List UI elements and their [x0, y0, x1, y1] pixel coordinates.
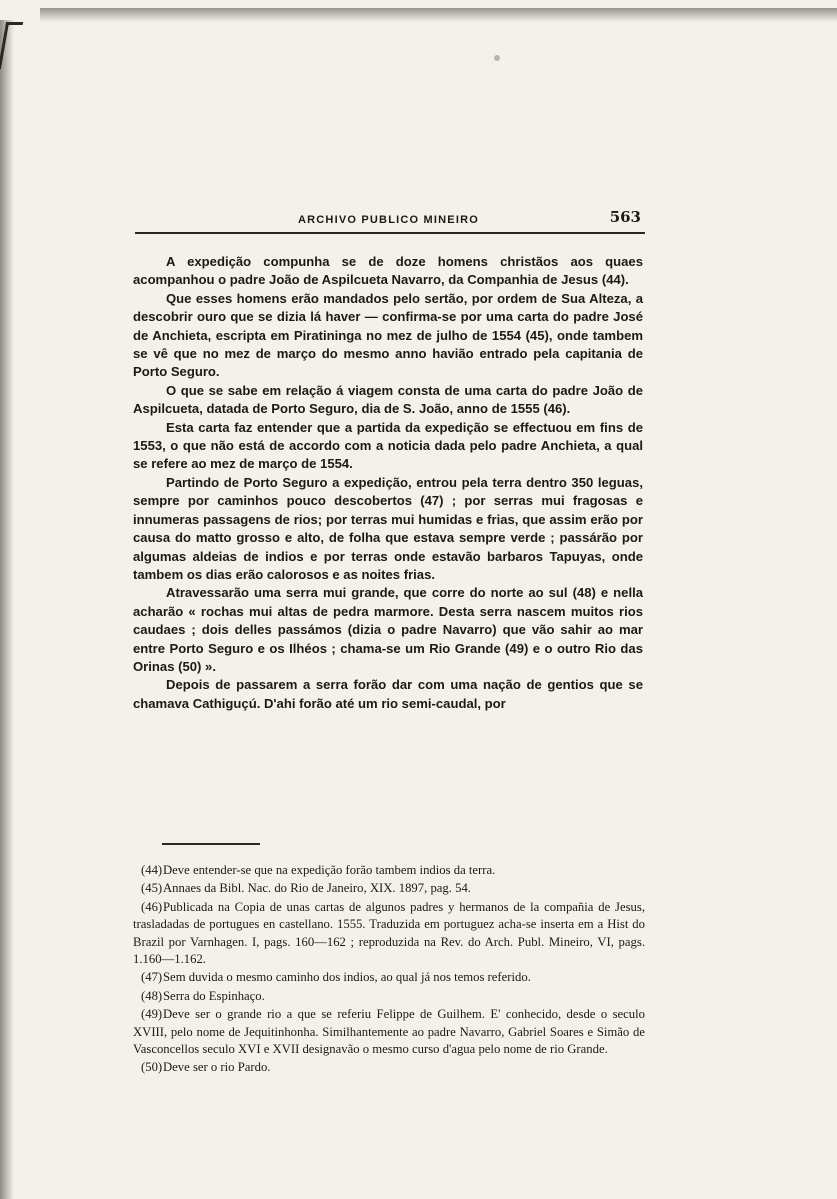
footnote-rule	[162, 843, 260, 845]
paragraph: A expedição compunha se de doze homens christãos aos quaes acompanhou o padre João de Aspilcueta Navarro, da Companhia de Jesus (44).	[133, 254, 643, 288]
footnotes	[133, 862, 645, 1078]
footnote-number: (50)	[141, 1060, 163, 1075]
body-text	[133, 253, 643, 713]
paragraph: O que se sabe em relação á viagem consta de uma carta do padre João de Aspilcueta, datada de Porto Seguro, dia de S. João, anno de 1555 (46).	[133, 382, 643, 417]
paragraph: Esta carta faz entender que a partida da expedição se effectuou em fins de 1553, o que não está de accordo com a noticia dada pelo padre Anchieta, a qual se refere ao mez de março de 1554.	[133, 419, 643, 472]
paragraph: Depois de passarem a serra forão dar com uma nação de gentios que se chamava Cathiguçú. D'ahi forão até um rio semi-caudal, por	[133, 677, 643, 711]
footnote	[133, 969, 645, 986]
paragraph: Que esses homens erão mandados pelo sertão, por ordem de Sua Alteza, a descobrir ouro que se dizia lá haver — confirma-se por uma carta do padre José de Anchieta, escripta em Piratininga no mez de julho de 1554 (45), onde tambem se vê que no mez de março do mesmo anno havião entrado pela capitania de Porto Seguro.	[133, 290, 643, 380]
scan-edge-left	[0, 20, 14, 1199]
footnote	[133, 880, 645, 897]
footnote	[133, 1059, 645, 1076]
running-head: ARCHIVO PUBLICO MINEIRO	[298, 214, 479, 226]
page-header	[135, 208, 645, 234]
footnote-number: (44)	[141, 863, 163, 877]
footnote	[133, 988, 645, 1005]
footnote-number: (45)	[141, 881, 163, 896]
footnote-text: Annaes da Bibl. Nac. do Rio de Janeiro, XIX. 1897, pag. 54.	[163, 881, 471, 896]
paragraph: Atravessarão uma serra mui grande, que corre do norte ao sul (48) e nella acharão « rochas mui altas de pedra marmore. Desta serra nascem muitos rios caudaes ; dois delles passámos (dizia o padre Navarro) que vão sahir ao mar entre Porto Seguro e os Ilhéos ; chama-se um Rio Grande (49) e o outro Rio das Orinas (50) ».	[133, 585, 643, 674]
scan-dot	[494, 55, 500, 61]
footnote	[133, 862, 645, 879]
footnote-number: (46)	[141, 899, 163, 914]
footnote-text: Publicada na Copia de unas cartas de algunos padres y hermanos de la compañia de Jesus, trasladadas de portugues en castellano. 1555. Traduzida em portuguez acha-se inserta em a Hist do Brazil por Varnhagen. I, pags. 160—162 ; reproduzida na Rev. do Arch. Publ. Mineiro, VI, pags. 1.160—1.162.	[133, 899, 645, 967]
page-number: 563	[609, 208, 641, 226]
paragraph: Partindo de Porto Seguro a expedição, entrou pela terra dentro 350 leguas, sempre por caminhos pouco descobertos (47) ; por serras mui fragosas e innumeras passagens de rios; por terras mui humidas e frias, que assim erão por causa do matto grosso e alto, de folha que estava sempre verde ; passárão por algumas aldeias de indios e por terras onde estavão barbaros Tapuyas, onde tambem os dias erão calorosos e as noites frias.	[133, 474, 643, 582]
footnote	[133, 899, 645, 969]
footnote-text: Deve ser o rio Pardo.	[163, 1060, 271, 1075]
footnote-number: (49)	[141, 1007, 163, 1022]
footnote	[133, 1006, 645, 1058]
footnote-text: Sem duvida o mesmo caminho dos indios, ao qual já nos temos referido.	[163, 970, 531, 985]
footnote-text: Serra do Espinhaço.	[163, 988, 265, 1003]
footnote-text: Deve entender-se que na expedição forão tambem indios da terra.	[163, 863, 496, 877]
footnote-number: (48)	[141, 988, 163, 1003]
footnote-text: Deve ser o grande rio a que se referiu Felippe de Guilhem. E' conhecido, desde o seculo XVIII, pelo nome de Jequitinhonha. Similhantemente ao padre Navarro, Gabriel Soares e Simão de Vasconcellos seculo XVI e XVII designavão o mesmo curso d'agua pelo nome de rio Grande.	[133, 1007, 645, 1057]
footnote-number: (47)	[141, 970, 163, 985]
scan-edge-top	[40, 8, 837, 22]
